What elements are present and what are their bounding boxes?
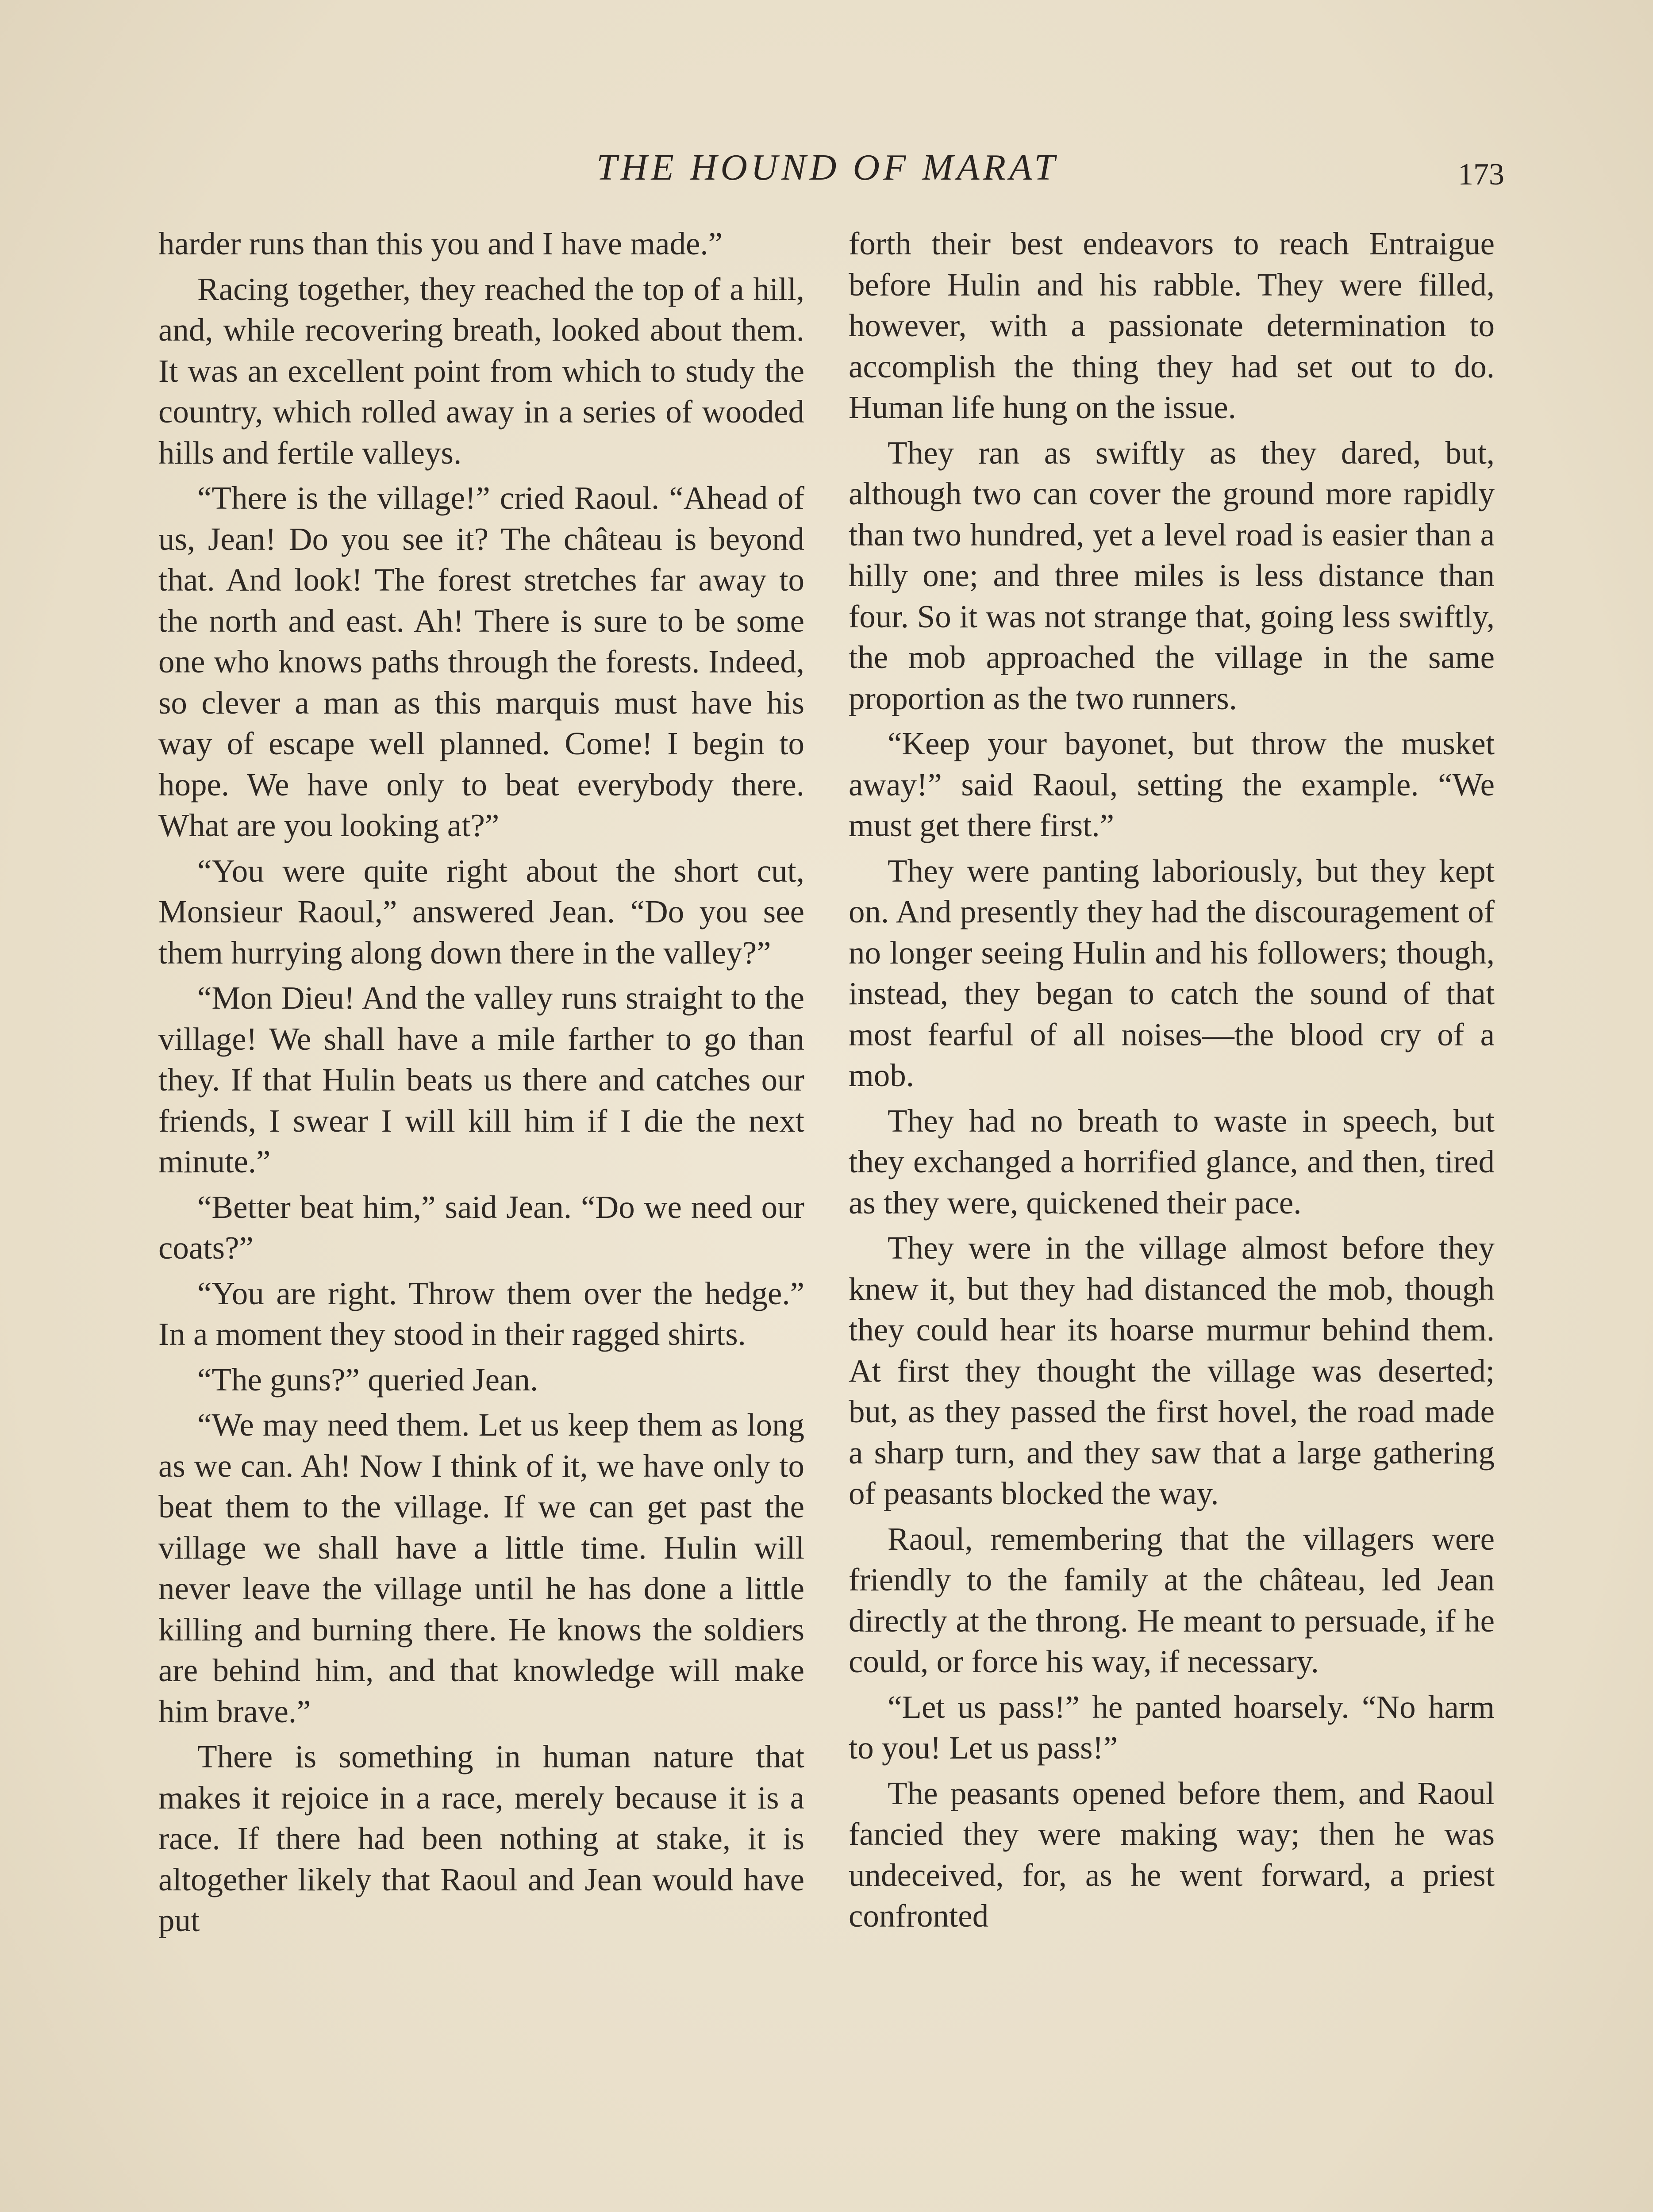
paragraph: They were panting laboriously, but they kept on. And presently they had the discouragement of no longer seeing Hulin and his followers; though, instead, they began to catch the sound of that most fearful of all noises—the blood cry of a mob. <box>849 853 1495 1093</box>
paragraph: “You were quite right about the short cut, Monsieur Raoul,” answered Jean. “Do you see them hurrying along down there in the valley?” <box>158 853 804 971</box>
paragraph: “The guns?” queried Jean. <box>197 1361 538 1398</box>
paragraph: “We may need them. Let us keep them as long as we can. Ah! Now I think of it, we have only to beat them to the village. If we can get past the village we shall have a little time. Hulin will never leave the village until he has done a little killing and burning there. He knows the soldiers are behind him, and that knowledge will make him brave.” <box>158 1407 804 1729</box>
paragraph: They had no breath to waste in speech, but they exchanged a horrified glance, and then, tired as they were, quickened their pace. <box>849 1102 1495 1221</box>
paragraph: “Let us pass!” he panted hoarsely. “No harm to you! Let us pass!” <box>849 1689 1495 1766</box>
page-number: 173 <box>1458 157 1504 192</box>
paragraph: “You are right. Throw them over the hedge.” In a moment they stood in their ragged shirts. <box>158 1275 804 1352</box>
paragraph: “Mon Dieu! And the valley runs straight to the village! We shall have a mile farther to go than they. If that Hulin beats us there and catches our friends, I swear I will kill him if I die the next minute.” <box>158 980 804 1179</box>
paragraph: There is something in human nature that makes it rejoice in a race, merely because it is a race. If there had been nothing at stake, it is altogether likely that Raoul and Jean would have put <box>158 1739 804 1938</box>
right-column <box>849 223 1495 1941</box>
paragraph: They ran as swiftly as they dared, but, although two can cover the ground more rapidly than two hundred, yet a level road is easier than a hilly one; and three miles is less distance than four. So it was not strange that, going less swiftly, the mob approached the village in the same proportion as the two runners. <box>849 434 1495 716</box>
paragraph: “Keep your bayonet, but throw the musket away!” said Raoul, setting the example. “We must get there first.” <box>849 726 1495 843</box>
paragraph: The peasants opened before them, and Raoul fancied they were making way; then he was undeceived, for, as he went forward, a priest confronted <box>849 1775 1495 1934</box>
paragraph: forth their best endeavors to reach Entraigue before Hulin and his rabble. They were filled, however, with a passionate determination to accomplish the thing they had set out to do. Human life hung on the issue. <box>849 226 1495 425</box>
paragraph: Raoul, remembering that the villagers were friendly to the family at the château, led Jean directly at the throng. He meant to persuade, if he could, or force his way, if necessary. <box>849 1521 1495 1679</box>
paragraph: harder runs than this you and I have made.” <box>158 226 723 261</box>
paragraph: They were in the village almost before they knew it, but they had distanced the mob, though they could hear its hoarse murmur behind them. At first they thought the village was deserted; but, as they passed the first hovel, the road made a sharp turn, and they saw that a large gathering of peasants blocked the way. <box>849 1230 1495 1511</box>
paragraph: “Better beat him,” said Jean. “Do we need our coats?” <box>158 1189 804 1266</box>
paragraph: “There is the village!” cried Raoul. “Ahead of us, Jean! Do you see it? The château is beyond that. And look! The forest stretches far away to the north and east. Ah! There is sure to be some one who knows paths through the forests. Indeed, so clever a man as this marquis must have his way of escape well planned. Come! I begin to hope. We have only to beat everybody there. What are you looking at?” <box>158 480 804 843</box>
paragraph: Racing together, they reached the top of a hill, and, while recovering breath, looked about them. It was an excellent point from which to study the country, which rolled away in a series of wooded hills and fertile valleys. <box>158 271 804 471</box>
left-column <box>158 223 804 1946</box>
running-header: THE HOUND OF MARAT <box>596 147 1058 188</box>
